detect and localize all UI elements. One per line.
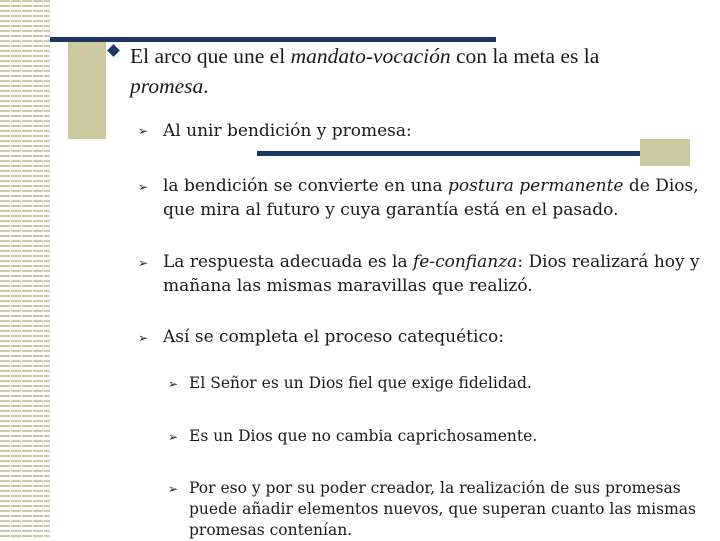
main-point-emphasis: mandato-vocación: [290, 44, 451, 68]
sub-point-text: La respuesta adecuada es la: [163, 252, 413, 272]
sub-point-text: : Dios realizará hoy y: [517, 252, 700, 272]
sub-point-3-line1: [163, 250, 700, 274]
nested-point-1: El Señor es un Dios fiel que exige fidelidad.: [189, 374, 532, 392]
sub-point-3-line2: mañana las mismas maravillas que realizó.: [163, 276, 533, 296]
arrowhead-icon: ➢: [168, 430, 179, 444]
sub-point-1: Al unir bendición y promesa:: [163, 121, 412, 141]
main-point-text: El arco que une el: [130, 44, 291, 68]
main-point: [130, 41, 599, 101]
arrowhead-icon: ➢: [138, 180, 149, 194]
nested-point-3-line2: puede añadir elementos nuevos, que superan cuanto las mismas: [189, 500, 696, 518]
main-point-line2: [130, 71, 599, 101]
sub-point-emphasis: postura permanente: [448, 176, 624, 196]
sub-point-2-line1: [163, 174, 699, 198]
top-accent-square: [68, 42, 106, 139]
sub-point-2: [163, 174, 699, 222]
diamond-bullet-icon: [107, 44, 120, 57]
arrowhead-icon: ➢: [138, 331, 149, 345]
sub-point-text: de Dios,: [623, 176, 699, 196]
nested-point-2: Es un Dios que no cambia caprichosamente.: [189, 427, 538, 445]
sub-point-2-line2: que mira al futuro y cuya garantía está en el pasado.: [163, 200, 619, 220]
middle-accent-bar: [257, 151, 690, 156]
striped-side-panel: [0, 0, 50, 540]
arrowhead-icon: ➢: [138, 256, 149, 270]
arrowhead-icon: ➢: [168, 482, 179, 496]
main-point-text: .: [203, 74, 209, 98]
nested-point-3-line1: Por eso y por su poder creador, la realización de sus promesas: [189, 479, 681, 497]
sub-point-3: [163, 250, 700, 298]
arrowhead-icon: ➢: [138, 124, 149, 138]
main-point-emphasis: promesa: [130, 74, 204, 98]
sub-point-text: la bendición se convierte en una: [163, 176, 448, 196]
sub-point-emphasis: fe-confianza: [413, 252, 518, 272]
main-point-text: con la meta es la: [450, 44, 600, 68]
middle-accent-square: [640, 139, 690, 166]
arrowhead-icon: ➢: [168, 377, 179, 391]
nested-point-3-line3: promesas contenían.: [189, 521, 353, 539]
main-point-line1: [130, 41, 599, 71]
nested-point-3: [189, 478, 696, 541]
sub-point-4: Así se completa el proceso catequético:: [163, 327, 504, 347]
